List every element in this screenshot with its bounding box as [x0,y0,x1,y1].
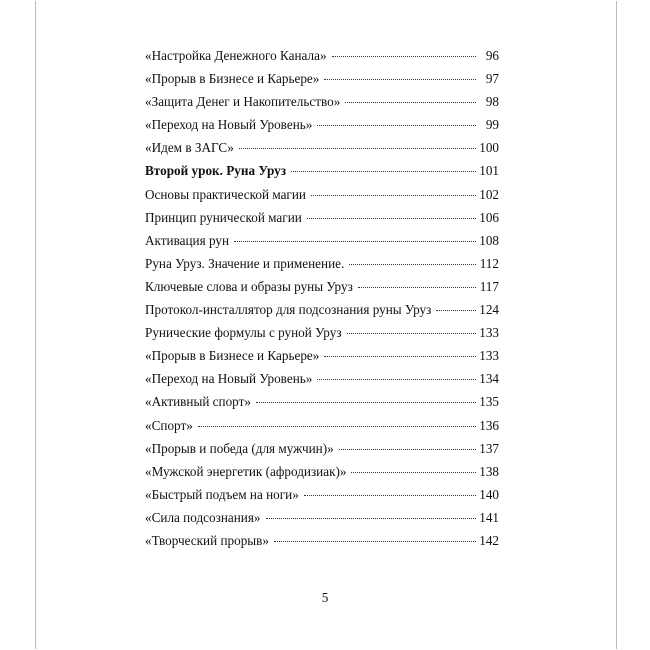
dot-leader [274,540,476,542]
dot-leader [307,217,476,219]
toc-entry-page: 141 [479,509,499,525]
toc-entry-title: «Сила подсознания» [145,509,261,525]
dot-leader [317,124,476,126]
toc-entry-title: «Защита Денег и Накопительство» [145,94,341,110]
toc-entry-page: 112 [479,255,499,271]
toc-entry-page: 142 [479,532,499,548]
toc-entry-title: «Спорт» [145,417,193,433]
toc-entry-title: «Переход на Новый Уровень» [145,117,313,133]
dot-leader [347,332,476,334]
toc-entry-title: «Идем в ЗАГС» [145,140,234,156]
toc-entry-page: 138 [479,463,499,479]
toc-entry [145,344,499,367]
toc-entry-title: «Прорыв в Бизнесе и Карьере» [145,348,320,364]
dot-leader [339,448,476,450]
toc-entry-title: «Прорыв в Бизнесе и Карьере» [145,71,320,87]
dot-leader [324,355,476,357]
dot-leader [234,240,476,242]
toc-entry [145,136,499,159]
toc-entry-title: Ключевые слова и образы руны Уруз [145,278,353,294]
toc-entry-page: 135 [479,394,499,410]
toc-entry [145,506,499,529]
toc-entry-page: 97 [485,71,499,87]
toc-entry [145,390,499,413]
toc-entry-title: Второй урок. Руна Уруз [145,163,287,179]
dot-leader [304,494,476,496]
toc-entry-page: 108 [479,232,499,248]
dot-leader [239,147,476,149]
toc-entry-title: Руна Уруз. Значение и применение. [145,255,345,271]
toc-entry-page: 102 [479,186,499,202]
toc-entry-page: 117 [479,278,499,294]
toc-entry-page: 140 [479,486,499,502]
toc-entry [145,44,499,67]
page-number: 5 [321,590,329,605]
dot-leader [198,425,476,427]
toc-entry-page: 106 [479,209,499,225]
toc-entry [145,67,499,90]
toc-entry [145,437,499,460]
toc-entry [145,113,499,136]
toc-entry [145,206,499,229]
dot-leader [358,286,476,288]
toc-entry-title: «Настройка Денежного Канала» [145,48,327,63]
toc-entry [145,183,499,206]
toc-entry-page: 124 [479,302,499,318]
toc-entry-title: Основы практической магии [145,186,306,202]
dot-leader [351,471,476,473]
dot-leader [256,401,476,403]
toc-entry-page: 136 [479,417,499,433]
dot-leader [332,55,476,57]
toc-entry-title: «Переход на Новый Уровень» [145,371,313,387]
toc-entry-title: Активация рун [145,232,230,248]
toc-entry-title: «Быстрый подъем на ноги» [145,486,299,502]
dot-leader [317,378,476,380]
dot-leader [349,263,476,265]
toc-entry-title: Протокол-инсталлятор для подсознания руны Уруз [145,302,432,318]
toc-entry-page: 100 [479,140,499,156]
toc-section-heading [145,159,499,182]
dot-leader [266,517,477,519]
toc-entry-title: Принцип рунической магии [145,209,302,225]
toc-entry [145,229,499,252]
toc-entry [145,483,499,506]
toc-entry [145,252,499,275]
toc-entry [145,90,499,113]
toc-entry-title: «Прорыв и победа (для мужчин)» [145,440,334,456]
toc-entry-page: 98 [485,94,499,110]
toc-entry [145,367,499,390]
toc-entry-title: Рунические формулы с руной Уруз [145,325,342,341]
toc-entry-page: 133 [479,348,499,364]
toc-entry-page: 133 [479,325,499,341]
toc-entry [145,321,499,344]
toc-entry-page: 137 [479,440,499,456]
dot-leader [436,309,476,311]
dot-leader [311,194,476,196]
toc-entry-page: 96 [485,48,499,63]
toc-entry-title: «Мужской энергетик (афродизиак)» [145,463,347,479]
toc-entry-page: 134 [479,371,499,387]
toc-entry-title: «Активный спорт» [145,394,251,410]
toc-entry [145,298,499,321]
toc-entry [145,460,499,483]
toc-entry-page: 99 [485,117,499,133]
toc-entry [145,414,499,437]
dot-leader [345,101,476,103]
toc-entry-page: 101 [479,163,499,179]
toc-entry [145,275,499,298]
dot-leader [291,170,476,172]
toc-entry-title: «Творческий прорыв» [145,532,269,548]
dot-leader [324,78,476,80]
table-of-contents [145,44,499,552]
toc-entry [145,529,499,552]
